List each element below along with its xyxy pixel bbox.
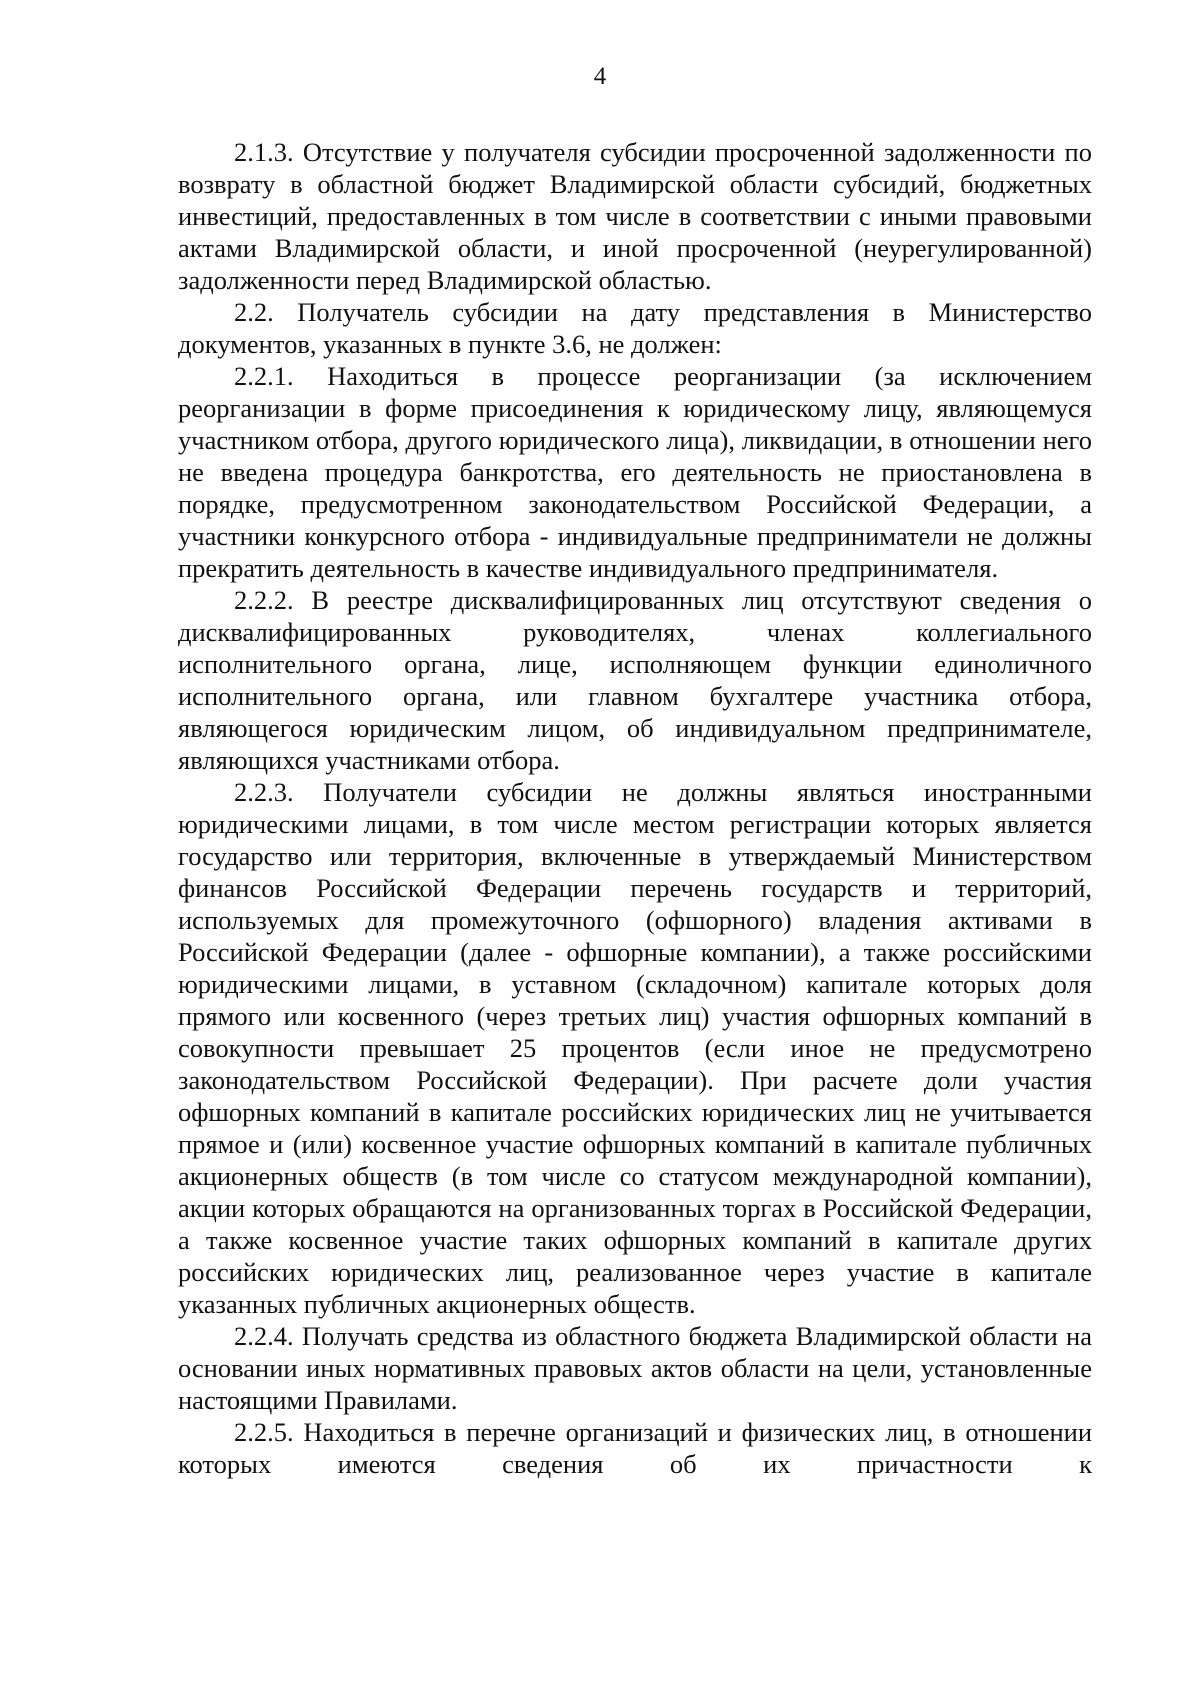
paragraph-2-2-1: 2.2.1. Находиться в процессе реорганизации (за исключением реорганизации в форме присоединения к юридическому лицу, являющемуся участником отбора, другого юридического лица), ликвидации, в отношении него не введена процедура банкротства, его деятельность не приостановлена в порядке, предусмотренном законодательством Российской Федерации, а участники конкурсного отбора - индивидуальные предприниматели не должны прекратить деятельность в качестве индивидуального предпринимателя.	[178, 361, 1092, 583]
document-body	[178, 136, 1092, 1480]
paragraph-2-2-4: 2.2.4. Получать средства из областного бюджета Владимирской области на основании иных нормативных правовых актов области на цели, установленные настоящими Правилами.	[178, 1321, 1092, 1415]
page-number: 4	[593, 63, 607, 90]
paragraph-2-1-3: 2.1.3. Отсутствие у получателя субсидии просроченной задолженности по возврату в областной бюджет Владимирской области субсидий, бюджетных инвестиций, предоставленных в том числе в соответствии с иными правовыми актами Владимирской области, и иной просроченной (неурегулированной) задолженности перед Владимирской областью.	[178, 137, 1092, 295]
paragraph-2-2-2: 2.2.2. В реестре дисквалифицированных лиц отсутствуют сведения о дисквалифицированных руководителях, членах коллегиального исполнительного органа, лице, исполняющем функции единоличного исполнительного органа, или главном бухгалтере участника отбора, являющегося юридическим лицом, об индивидуальном предпринимателе, являющихся участниками отбора.	[178, 585, 1092, 775]
paragraph-2-2: 2.2. Получатель субсидии на дату представления в Министерство документов, указанных в пункте 3.6, не должен:	[178, 297, 1092, 359]
paragraph-2-2-3: 2.2.3. Получатели субсидии не должны являться иностранными юридическими лицами, в том числе местом регистрации которых является государство или территория, включенные в утверждаемый Министерством финансов Российской Федерации перечень государств и территорий, используемых для промежуточного (офшорного) владения активами в Российской Федерации (далее - офшорные компании), а также российскими юридическими лицами, в уставном (складочном) капитале которых доля прямого или косвенного (через третьих лиц) участия офшорных компаний в совокупности превышает 25 процентов (если иное не предусмотрено законодательством Российской Федерации). При расчете доли участия офшорных компаний в капитале российских юридических лиц не учитывается прямое и (или) косвенное участие офшорных компаний в капитале публичных акционерных обществ (в том числе со статусом международной компании), акции которых обращаются на организованных торгах в Российской Федерации, а также косвенное участие таких офшорных компаний в капитале других российских юридических лиц, реализованное через участие в капитале указанных публичных акционерных обществ.	[178, 777, 1092, 1319]
paragraph-2-2-5: 2.2.5. Находиться в перечне организаций и физических лиц, в отношении которых имеются сведения об их причастности к	[178, 1417, 1092, 1479]
